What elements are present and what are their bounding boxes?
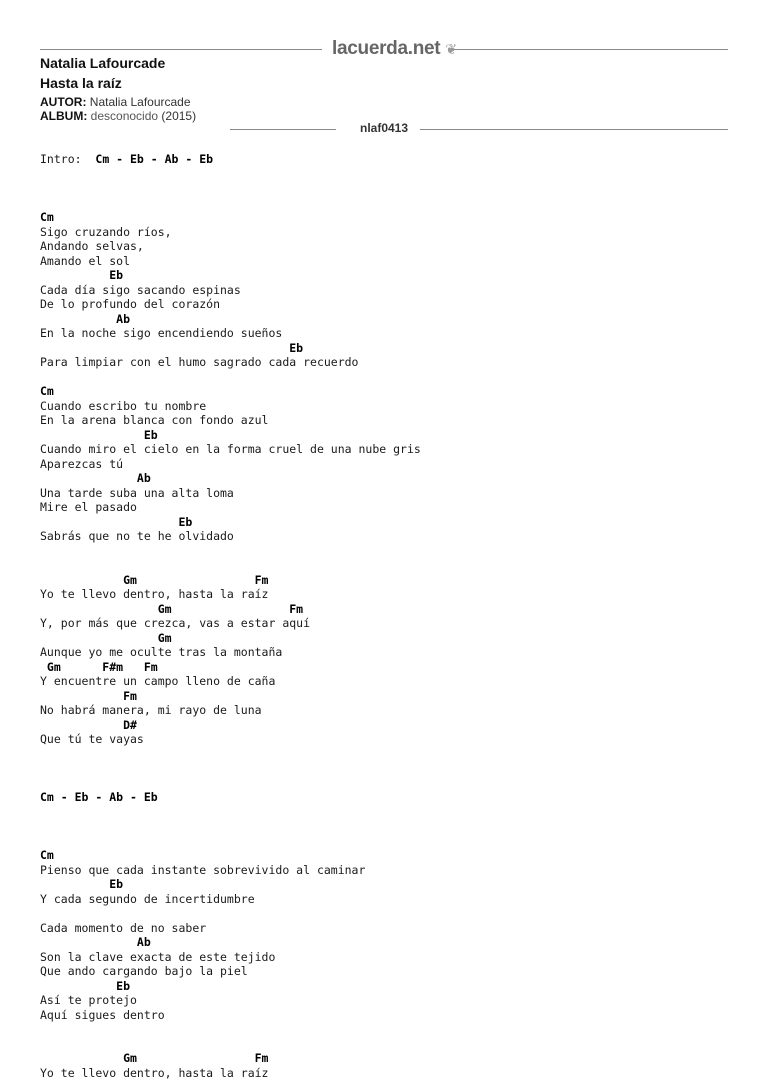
intro-label: Intro: bbox=[40, 152, 95, 166]
intro-line bbox=[40, 152, 421, 167]
album-year: (2015) bbox=[161, 109, 196, 123]
chord-line: Eb bbox=[40, 428, 421, 443]
lyric-line: Aquí sigues dentro bbox=[40, 1008, 421, 1023]
code-rule-right bbox=[420, 129, 728, 130]
chord-line: Eb bbox=[40, 877, 421, 892]
lyric-line: Que ando cargando bajo la piel bbox=[40, 964, 421, 979]
lyric-line: Y, por más que crezca, vas a estar aquí bbox=[40, 616, 421, 631]
album-line bbox=[40, 109, 196, 123]
lyric-line: Aunque yo me oculte tras la montaña bbox=[40, 645, 421, 660]
chord-line: Eb bbox=[40, 515, 421, 530]
blank-line bbox=[40, 544, 421, 559]
intro-chords: Cm - Eb - Ab - Eb bbox=[95, 152, 213, 166]
lyric-line: Cada día sigo sacando espinas bbox=[40, 283, 421, 298]
code-rule-left bbox=[230, 129, 336, 130]
chord-line: Gm bbox=[40, 631, 421, 646]
blank-line bbox=[40, 776, 421, 791]
lyric-line: Son la clave exacta de este tejido bbox=[40, 950, 421, 965]
chord-line: Cm bbox=[40, 848, 421, 863]
autor-line bbox=[40, 95, 191, 109]
lyric-line: Mire el pasado bbox=[40, 500, 421, 515]
lyric-line: Sigo cruzando ríos, bbox=[40, 225, 421, 240]
lyric-line: Y encuentre un campo lleno de caña bbox=[40, 674, 421, 689]
chord-line: Ab bbox=[40, 935, 421, 950]
lyric-line: Cuando escribo tu nombre bbox=[40, 399, 421, 414]
lyric-line: En la arena blanca con fondo azul bbox=[40, 413, 421, 428]
blank-line bbox=[40, 370, 421, 385]
album-value: desconocido bbox=[91, 109, 158, 123]
blank-line bbox=[40, 805, 421, 820]
lyric-line: Amando el sol bbox=[40, 254, 421, 269]
artist-name: Natalia Lafourcade bbox=[40, 55, 165, 71]
lyric-line: Pienso que cada instante sobrevivido al caminar bbox=[40, 863, 421, 878]
lyric-line: Yo te llevo dentro, hasta la raíz bbox=[40, 587, 421, 602]
chord-line: Ab bbox=[40, 471, 421, 486]
chord-line: Eb bbox=[40, 268, 421, 283]
lyric-line: Andando selvas, bbox=[40, 239, 421, 254]
blank-line bbox=[40, 747, 421, 762]
blank-line bbox=[40, 167, 421, 182]
blank-line bbox=[40, 196, 421, 211]
blank-line bbox=[40, 1022, 421, 1037]
site-logo[interactable]: lacuerda.net ❦ bbox=[332, 38, 457, 60]
autor-value: Natalia Lafourcade bbox=[90, 95, 191, 109]
blank-line bbox=[40, 906, 421, 921]
lyric-line: En la noche sigo encendiendo sueños bbox=[40, 326, 421, 341]
chord-line: Gm F#m Fm bbox=[40, 660, 421, 675]
song-body bbox=[40, 152, 421, 1080]
chord-line: Ab bbox=[40, 312, 421, 327]
lyric-line: Que tú te vayas bbox=[40, 732, 421, 747]
lyric-line: Cada momento de no saber bbox=[40, 921, 421, 936]
lyric-line: Una tarde suba una alta loma bbox=[40, 486, 421, 501]
chord-line: D# bbox=[40, 718, 421, 733]
blank-line bbox=[40, 181, 421, 196]
chord-line: Cm bbox=[40, 384, 421, 399]
chord-line: Eb bbox=[40, 341, 421, 356]
chord-line: Gm Fm bbox=[40, 602, 421, 617]
lyric-line: Así te protejo bbox=[40, 993, 421, 1008]
chord-line: Eb bbox=[40, 979, 421, 994]
blank-line bbox=[40, 761, 421, 776]
lyric-line: Yo te llevo dentro, hasta la raíz bbox=[40, 1066, 421, 1080]
lyric-line: Cuando miro el cielo en la forma cruel de una nube gris bbox=[40, 442, 421, 457]
song-title: Hasta la raíz bbox=[40, 75, 122, 91]
chord-line: Gm Fm bbox=[40, 573, 421, 588]
blank-line bbox=[40, 834, 421, 849]
lyric-line: Sabrás que no te he olvidado bbox=[40, 529, 421, 544]
chord-line: Cm - Eb - Ab - Eb bbox=[40, 790, 421, 805]
blank-line bbox=[40, 558, 421, 573]
logo-swirl-icon: ❦ bbox=[445, 41, 456, 57]
header-rule-left bbox=[40, 49, 322, 50]
autor-label: AUTOR: bbox=[40, 95, 86, 109]
header-rule-right bbox=[448, 49, 728, 50]
chord-line: Fm bbox=[40, 689, 421, 704]
lyric-line: Aparezcas tú bbox=[40, 457, 421, 472]
lyric-line: No habrá manera, mi rayo de luna bbox=[40, 703, 421, 718]
blank-line bbox=[40, 819, 421, 834]
song-code: nlaf0413 bbox=[360, 121, 408, 135]
blank-line bbox=[40, 1037, 421, 1052]
lyric-line: Para limpiar con el humo sagrado cada recuerdo bbox=[40, 355, 421, 370]
chord-line: Cm bbox=[40, 210, 421, 225]
chord-line: Gm Fm bbox=[40, 1051, 421, 1066]
album-label: ALBUM: bbox=[40, 109, 87, 123]
lyric-line: Y cada segundo de incertidumbre bbox=[40, 892, 421, 907]
lyric-line: De lo profundo del corazón bbox=[40, 297, 421, 312]
